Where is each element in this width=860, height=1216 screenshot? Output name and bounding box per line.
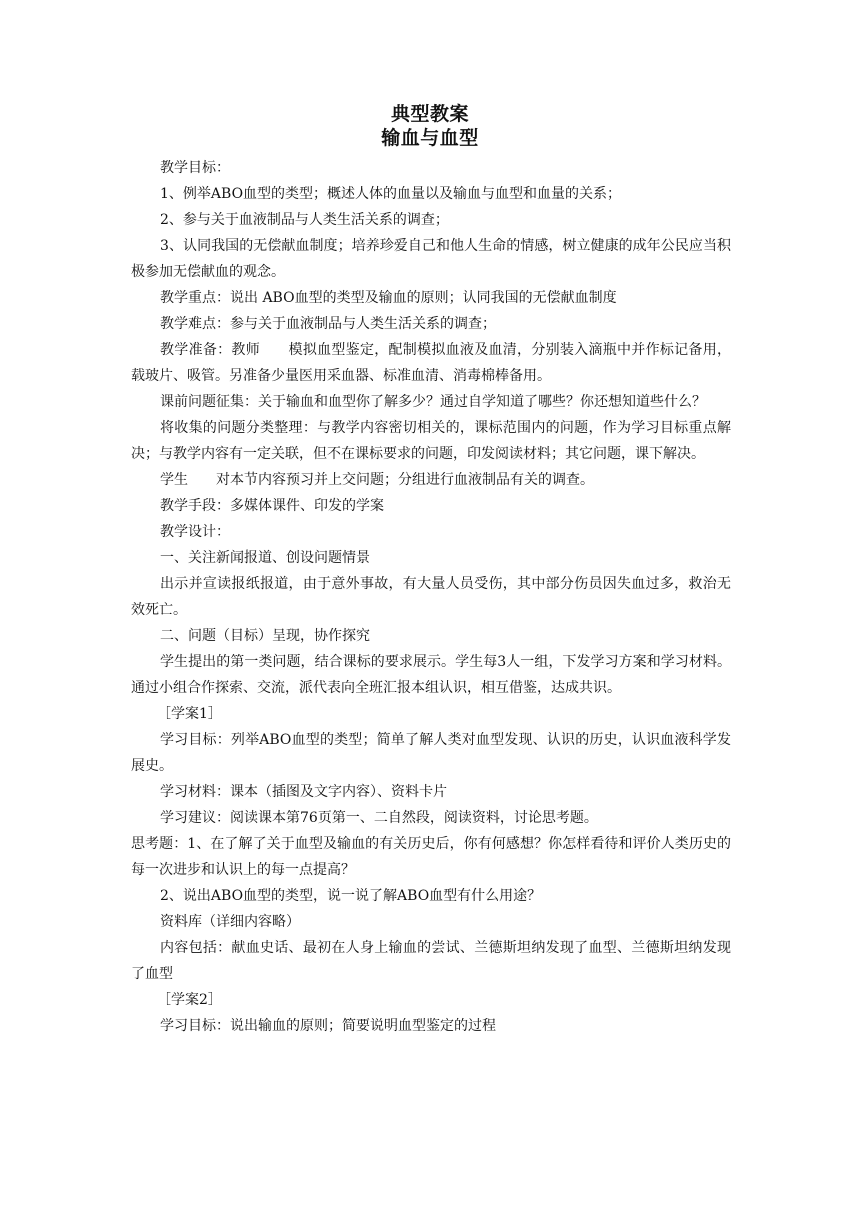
paragraph-teaching-goals-heading: 教学目标： [160, 160, 230, 176]
paragraph-section-1: 一、关注新闻报道、创设问题情景 [160, 550, 370, 566]
paragraph-teaching-design: 教学设计： [160, 524, 230, 540]
paragraph-difficulties: 教学难点：参与关于血液制品与人类生活关系的调查； [160, 316, 496, 332]
paragraph-students: 学生 对本节内容预习并上交问题；分组进行血液制品有关的调查。 [160, 472, 594, 488]
paragraph-section-2: 二、问题（目标）呈现，协作探究 [160, 628, 370, 644]
paragraph-question-collection: 课前问题征集：关于输血和血型你了解多少？通过自学知道了哪些？你还想知道些什么？ [160, 394, 706, 410]
document-subtitle: 输血与血型 [381, 127, 479, 149]
paragraph-resource-content: 内容包括：献血史话、最初在人身上输血的尝试、兰德斯坦纳发现了血型、兰德斯坦纳发现了血型 [131, 940, 731, 982]
paragraph-question-sorting: 将收集的问题分类整理：与教学内容密切相关的，课标范围内的问题，作为学习目标重点解决；与教学内容有一定关联，但不在课标要求的问题，印发阅读材料；其它问题，课下解决。 [131, 420, 731, 462]
paragraph-plan2-goal: 学习目标：说出输血的原则；简要说明血型鉴定的过程 [160, 1018, 496, 1034]
paragraph-group-work: 学生提出的第一类问题，结合课标的要求展示。学生每3人一组，下发学习方案和学习材料。通过小组合作探索、交流，派代表向全班汇报本组认识，相互借鉴，达成共识。 [131, 654, 731, 696]
paragraph-study-plan-2: ［学案2］ [157, 992, 222, 1008]
document-body [131, 155, 731, 1039]
title-block [0, 102, 860, 150]
paragraph-plan1-advice: 学习建议：阅读课本第76页第一、二自然段，阅读资料，讨论思考题。 [160, 810, 598, 826]
paragraph-thinking-questions: 思考题：1、在了解了关于血型及输血的有关历史后，你有何感想？你怎样看待和评价人类历史的每一次进步和认识上的每一点提高？ [131, 836, 731, 878]
paragraph-question-2: 2、说出ABO血型的类型，说一说了解ABO血型有什么用途？ [160, 888, 542, 904]
paragraph-preparation: 教学准备：教师 模拟血型鉴定，配制模拟血液及血清，分别装入滴瓶中并作标记备用，载玻片、吸管。另准备少量医用采血器、标准血清、消毒棉棒备用。 [131, 342, 731, 384]
paragraph-key-points: 教学重点：说出 ABO血型的类型及输血的原则；认同我国的无偿献血制度 [160, 290, 617, 306]
paragraph-goal-1: 1、例举ABO血型的类型；概述人体的血量以及输血与血型和血量的关系； [160, 186, 622, 202]
paragraph-plan1-material: 学习材料：课本（插图及文字内容）、资料卡片 [160, 784, 447, 800]
paragraph-teaching-means: 教学手段：多媒体课件、印发的学案 [160, 498, 384, 514]
paragraph-goal-2: 2、参与关于血液制品与人类生活关系的调查； [160, 212, 449, 228]
paragraph-resource-library: 资料库（详细内容略） [160, 914, 300, 930]
paragraph-study-plan-1: ［学案1］ [157, 706, 222, 722]
paragraph-plan1-goal: 学习目标：列举ABO血型的类型；简单了解人类对血型发现、认识的历史，认识血液科学发展史。 [131, 732, 731, 774]
paragraph-goal-3: 3、认同我国的无偿献血制度；培养珍爱自己和他人生命的情感，树立健康的成年公民应当积极参加无偿献血的观念。 [131, 238, 731, 280]
document-title: 典型教案 [390, 103, 469, 125]
paragraph-news-report: 出示并宣读报纸报道，由于意外事故，有大量人员受伤，其中部分伤员因失血过多，救治无效死亡。 [131, 576, 731, 618]
